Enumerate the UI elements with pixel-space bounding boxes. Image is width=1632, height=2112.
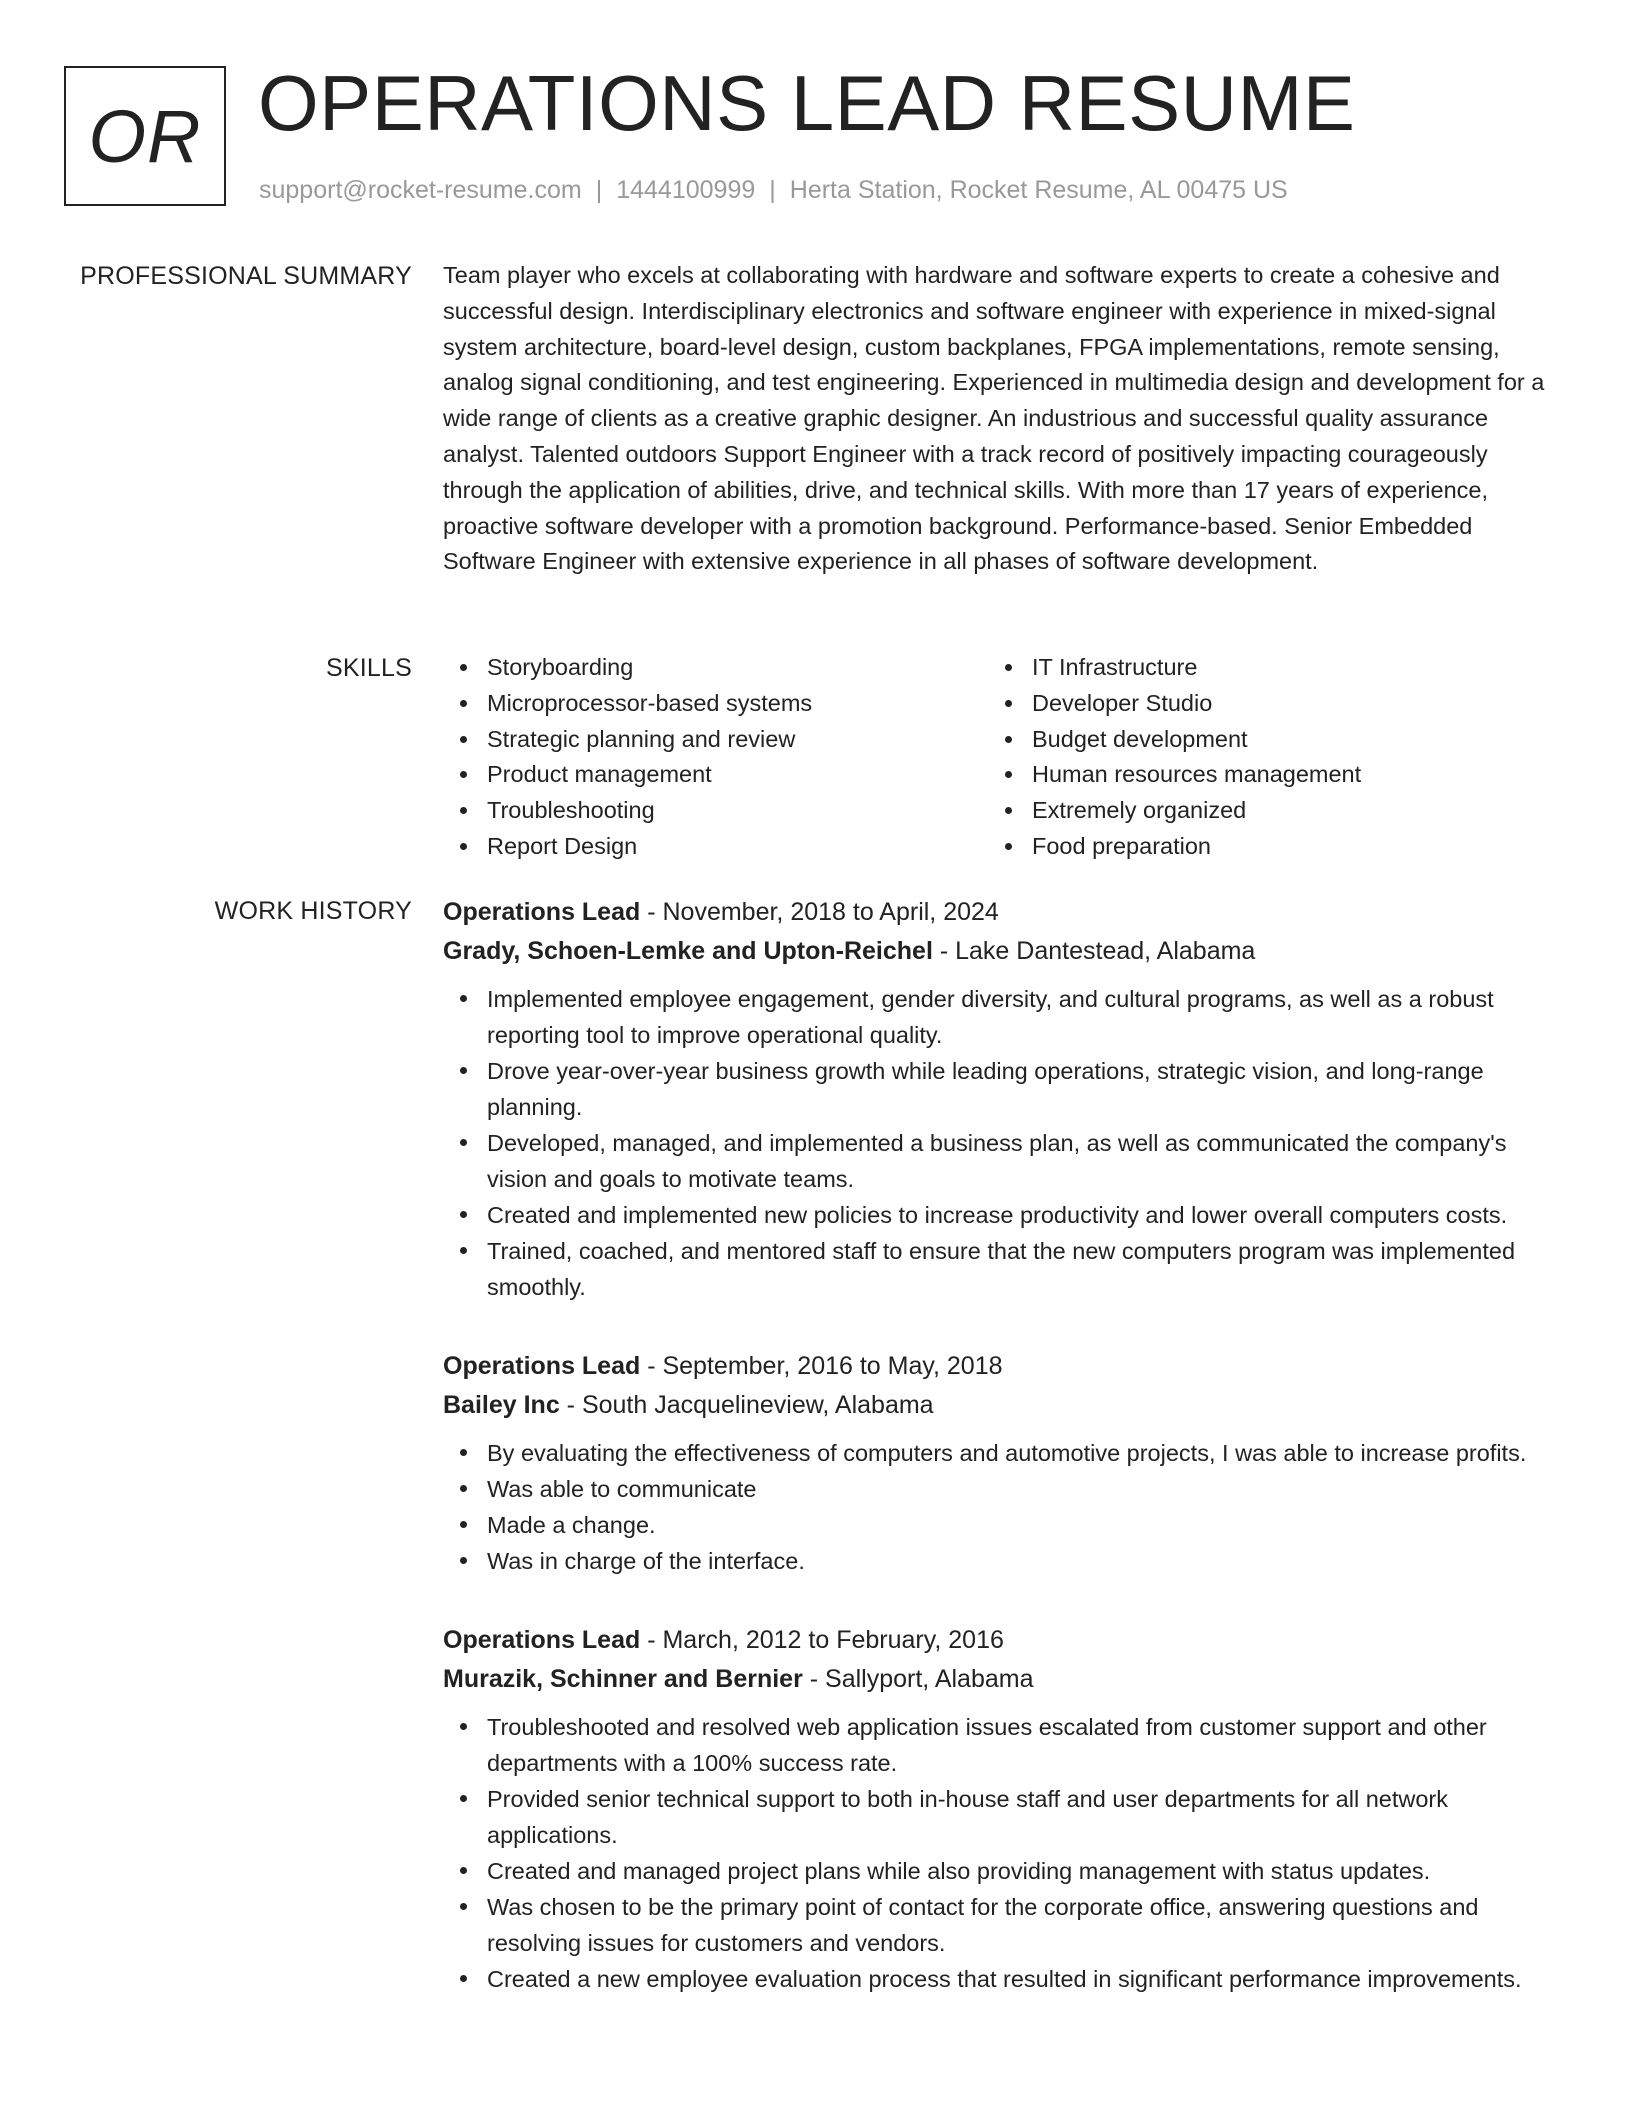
skill-item	[988, 722, 1533, 758]
contact-separator: |	[595, 176, 603, 204]
contact-separator: |	[769, 176, 776, 204]
bullet-text: Provided senior technical support to both in-house staff and user departments for all network applications.	[487, 1786, 1448, 1848]
bullet-text: Created a new employee evaluation process that resulted in significant performance improvements.	[487, 1966, 1522, 1992]
bullet-text: Trained, coached, and mentored staff to ensure that the new computers program was implemented smoothly.	[487, 1238, 1516, 1300]
job-title-line	[443, 893, 1553, 932]
bullet-icon	[460, 1211, 467, 1218]
skill-label: IT Infrastructure	[1032, 654, 1198, 680]
skill-label: Storyboarding	[487, 654, 634, 680]
company-location: - Sallyport, Alabama	[802, 1665, 1034, 1693]
job-bullet	[443, 1961, 1553, 1997]
skill-item	[988, 829, 1533, 865]
skill-label: Troubleshooting	[487, 797, 655, 824]
job-bullet	[443, 1889, 1553, 1961]
bullet-icon	[1005, 807, 1012, 814]
skill-item	[988, 686, 1533, 722]
bullet-icon	[1005, 700, 1012, 707]
bullet-text: By evaluating the effectiveness of computers and automotive projects, I was able to increase profits.	[487, 1440, 1527, 1466]
bullet-icon	[460, 1795, 467, 1802]
job-bullet	[443, 1233, 1553, 1305]
skill-label: Strategic planning and review	[487, 725, 796, 752]
skill-item	[443, 757, 988, 793]
bullet-text: Was chosen to be the primary point of contact for the corporate office, answering questions and resolving issues for customers and vendors.	[487, 1894, 1479, 1956]
skill-label: Report Design	[487, 832, 638, 859]
bullet-icon	[460, 995, 467, 1002]
company-line	[443, 1386, 1553, 1425]
bullet-icon	[460, 700, 467, 707]
bullet-text: Created and managed project plans while also providing management with status updates.	[487, 1858, 1431, 1884]
job-entry	[443, 893, 1553, 1305]
company-location: - South Jacquelineview, Alabama	[559, 1391, 934, 1419]
bullet-text: Implemented employee engagement, gender diversity, and cultural programs, as well as a robust reporting tool to improve operational quality.	[487, 986, 1494, 1048]
bullet-icon	[460, 1139, 467, 1146]
skill-item	[443, 793, 988, 829]
job-bullet	[443, 1507, 1553, 1543]
bullet-text: Developed, managed, and implemented a business plan, as well as communicated the company's vision and goals to motivate teams.	[487, 1130, 1507, 1192]
job-dates: - September, 2016 to May, 2018	[640, 1352, 1003, 1380]
bullet-icon	[460, 843, 467, 850]
bullet-icon	[460, 1247, 467, 1254]
bullet-text: Made a change.	[487, 1512, 656, 1538]
company-location: - Lake Dantestead, Alabama	[932, 937, 1256, 965]
job-bullets	[443, 981, 1553, 1305]
job-bullet	[443, 1197, 1553, 1233]
contact-email[interactable]: support@rocket-resume.com	[259, 176, 582, 204]
bullet-icon	[1005, 843, 1012, 850]
resume-title: OPERATIONS LEAD RESUME	[258, 59, 1356, 147]
skill-item	[443, 829, 988, 865]
bullet-icon	[1005, 736, 1012, 743]
contact-phone[interactable]: 1444100999	[616, 176, 756, 204]
job-bullet	[443, 1435, 1553, 1471]
skill-label: Food preparation	[1032, 832, 1211, 859]
skill-item	[988, 650, 1533, 686]
bullet-icon	[460, 1867, 467, 1874]
job-entry	[443, 1621, 1553, 1997]
bullet-icon	[460, 807, 467, 814]
skill-item	[988, 793, 1533, 829]
company-name: Murazik, Schinner and Bernier	[443, 1665, 803, 1693]
bullet-text: Was able to communicate	[487, 1476, 757, 1502]
bullet-icon	[460, 1521, 467, 1528]
job-dates: - November, 2018 to April, 2024	[640, 898, 999, 926]
bullet-text: Drove year-over-year business growth while leading operations, strategic vision, and long-range planning.	[487, 1058, 1484, 1120]
job-title: Operations Lead	[443, 1626, 641, 1654]
job-title-line	[443, 1347, 1553, 1386]
bullet-text: Created and implemented new policies to increase productivity and lower overall computers costs.	[487, 1202, 1508, 1228]
job-bullet	[443, 1543, 1553, 1579]
bullet-icon	[460, 771, 467, 778]
company-line	[443, 932, 1553, 971]
work-history-heading: WORK HISTORY	[214, 897, 412, 925]
skill-label: Extremely organized	[1032, 797, 1247, 824]
job-bullet	[443, 1053, 1553, 1125]
skill-item	[443, 722, 988, 758]
skills-body	[443, 650, 1553, 865]
skill-label: Microprocessor-based systems	[487, 689, 813, 716]
skill-item	[443, 650, 988, 686]
monogram-badge	[64, 66, 226, 206]
job-dates: - March, 2012 to February, 2016	[640, 1626, 1004, 1654]
bullet-icon	[460, 1557, 467, 1564]
bullet-icon	[460, 736, 467, 743]
bullet-icon	[1005, 771, 1012, 778]
contact-address: Herta Station, Rocket Resume, AL 00475 US	[789, 176, 1288, 204]
job-title: Operations Lead	[443, 898, 641, 926]
company-line	[443, 1660, 1553, 1699]
skills-heading: SKILLS	[326, 654, 412, 682]
monogram-initials: OR	[88, 94, 202, 178]
bullet-icon	[460, 1449, 467, 1456]
job-title-line	[443, 1621, 1553, 1660]
skill-label: Developer Studio	[1032, 689, 1213, 716]
skill-label: Budget development	[1032, 725, 1248, 752]
job-bullet	[443, 1471, 1553, 1507]
summary-heading: PROFESSIONAL SUMMARY	[80, 262, 412, 290]
skill-item	[443, 686, 988, 722]
job-bullets	[443, 1435, 1553, 1579]
contact-line	[259, 173, 1288, 207]
job-bullet	[443, 1125, 1553, 1197]
summary-body	[443, 258, 1553, 580]
job-bullet	[443, 1853, 1553, 1889]
bullet-icon	[460, 1723, 467, 1730]
skills-list-left	[443, 650, 988, 865]
company-name: Bailey Inc	[443, 1391, 560, 1419]
bullet-icon	[460, 1903, 467, 1910]
job-entry	[443, 1347, 1553, 1579]
job-bullets	[443, 1709, 1553, 1997]
job-bullet	[443, 1781, 1553, 1853]
bullet-icon	[460, 664, 467, 671]
skill-item	[988, 757, 1533, 793]
work-history-body	[443, 893, 1553, 2039]
bullet-icon	[460, 1485, 467, 1492]
job-bullet	[443, 981, 1553, 1053]
summary-text: Team player who excels at collaborating with hardware and software experts to create a cohesive and successful design. Interdisciplinary electronics and software engineer with experience in mixed-signal system architecture, board-level design, custom backplanes, FPGA implementations, remote sensing, analog signal conditioning, and test engineering. Experienced in multimedia design and development for a wide range of clients as a creative graphic designer. An industrious and successful quality assurance analyst. Talented outdoors Support Engineer with a track record of positively impacting courageously through the application of abilities, drive, and technical skills. With more than 17 years of experience, proactive software developer with a promotion background. Performance-based. Senior Embedded Software Engineer with extensive experience in all phases of software development.	[443, 262, 1545, 575]
bullet-text: Was in charge of the interface.	[487, 1548, 805, 1574]
company-name: Grady, Schoen-Lemke and Upton-Reichel	[443, 937, 933, 965]
bullet-icon	[1005, 664, 1012, 671]
skill-label: Product management	[487, 761, 712, 788]
skills-list-right	[988, 650, 1533, 865]
job-title: Operations Lead	[443, 1352, 641, 1380]
bullet-icon	[460, 1067, 467, 1074]
bullet-icon	[460, 1975, 467, 1982]
bullet-text: Troubleshooted and resolved web application issues escalated from customer support and other departments with a 100% success rate.	[487, 1714, 1487, 1776]
job-bullet	[443, 1709, 1553, 1781]
skill-label: Human resources management	[1032, 761, 1362, 788]
